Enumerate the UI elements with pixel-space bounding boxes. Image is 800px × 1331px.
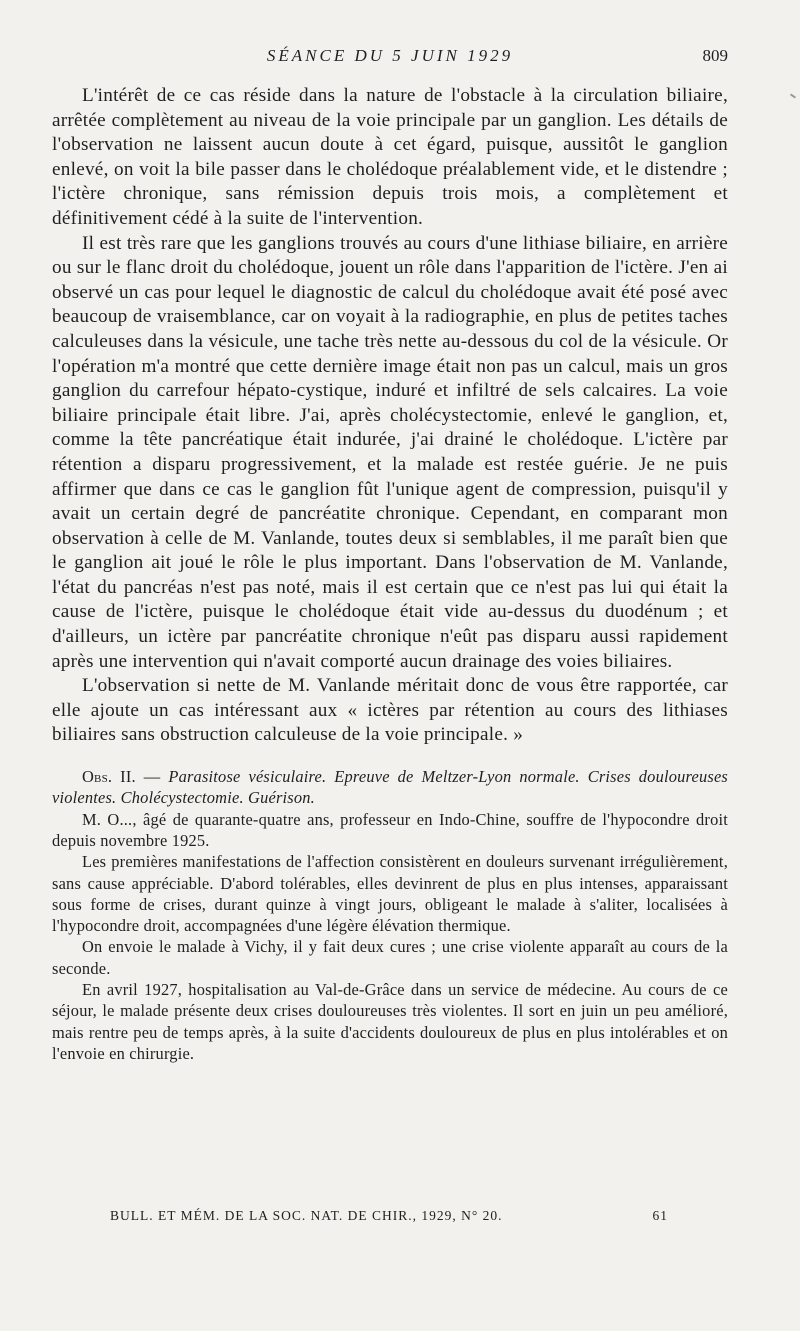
page-number: 809 [702,46,728,65]
observation-paragraph: En avril 1927, hospitalisation au Val-de-Grâce dans un service de médecine. Au cours de ce séjour, le malade présente deux crises douloureuses très violentes. Il sort en juin un peu amélioré, mais rentre peu de temps après, à la suite d'accidents douloureux de plus en plus intolérables et on l'envoie en chirurgie. [52,980,728,1063]
observation-paragraph: On envoie le malade à Vichy, il y fait deux cures ; une crise violente apparaît au cours de la seconde. [52,937,728,978]
running-head: SÉANCE DU 5 JUIN 1929 [266,46,514,65]
observation-heading [52,766,728,809]
observation-dash: — [135,767,169,787]
paragraph: L'intérêt de ce cas réside dans la nature de l'obstacle à la circulation biliaire, arrêtée complètement au niveau de la voie principale par un ganglion. Les détails de l'observation ne laissent aucun doute à cet égard, puisque, aussitôt le ganglion enlevé, on voit la bile passer dans le cholédoque préalablement vide, et le distendre ; l'ictère chronique, sans rémission depuis trois mois, a complètement et définitivement cédé à la suite de l'intervention. [52,85,728,229]
book-page [52,38,728,1064]
signature-mark: 61 [652,1208,668,1223]
observation-paragraph: Les premières manifestations de l'affection consistèrent en douleurs survenant irrégulièrement, sans cause appréciable. D'abord tolérables, elles devinrent de plus en plus intenses, apparaissant sous forme de crises, durant quinze à vingt jours, obligeant le malade à s'aliter, localisées à l'hypocondre droit, accompagnées d'une légère élévation thermique. [52,852,728,936]
observation-label: Obs. II. [82,767,136,787]
main-text [52,84,728,748]
observation-title: Parasitose vésiculaire. Epreuve de Meltzer-Lyon normale. Crises douloureuses violentes. Cholécystectomie. Guérison. [52,767,728,808]
paper-speck [790,93,796,98]
paragraph: L'observation si nette de M. Vanlande méritait donc de vous être rapportée, car elle ajoute un cas intéressant aux « ictères par rétention au cours des lithiases biliaires sans obstruction calculeuse de la voie principale. » [52,675,728,746]
paragraph: Il est très rare que les ganglions trouvés au cours d'une lithiase biliaire, en arrière ou sur le flanc droit du cholédoque, jouent un rôle dans l'apparition de l'ictère. J'en ai observé un cas pour lequel le diagnostic de calcul du cholédoque avait été posé avec beaucoup de vraisemblance, car on voyait à la radiographie, en plus de petites taches calculeuses dans la vésicule, une tache très nette au-dessous du col de la vésicule. Or l'opération m'a montré que cette dernière image était non pas un calcul, mais un gros ganglion du carrefour hépato-cystique, induré et infiltré de sels calcaires. La voie biliaire principale était libre. J'ai, après cholécystectomie, enlevé le ganglion, et, comme la tête pancréatique était indurée, j'ai drainé le cholédoque. L'ictère par rétention a disparu progressivement, et la malade est restée guérie. Je ne puis affirmer que dans ce cas le ganglion fût l'unique agent de compression, puisqu'il y avait un certain degré de pancréatite chronique. Cependant, en comparant mon observation à celle de M. Vanlande, toutes deux si semblables, il me paraît bien que le ganglion ait joué le rôle le plus important. Dans l'observation de M. Vanlande, l'état du pancréas n'est pas noté, mais il est certain que ce n'est pas lui qui était la cause de l'ictère, puisque le cholédoque était vide au-dessus du duodénum ; et d'ailleurs, un ictère par pancréatite chronique n'eût pas disparu aussi rapidement après une intervention qui n'avait comporté aucun drainage des voies biliaires. [52,232,728,672]
page-header [52,38,728,68]
bibliographic-line: BULL. ET MÉM. DE LA SOC. NAT. DE CHIR., 1929, N° 20. [110,1208,503,1223]
observation-paragraph: M. O..., âgé de quarante-quatre ans, professeur en Indo-Chine, souffre de l'hypocondre droit depuis novembre 1925. [52,809,728,850]
observation-section [52,766,728,1064]
